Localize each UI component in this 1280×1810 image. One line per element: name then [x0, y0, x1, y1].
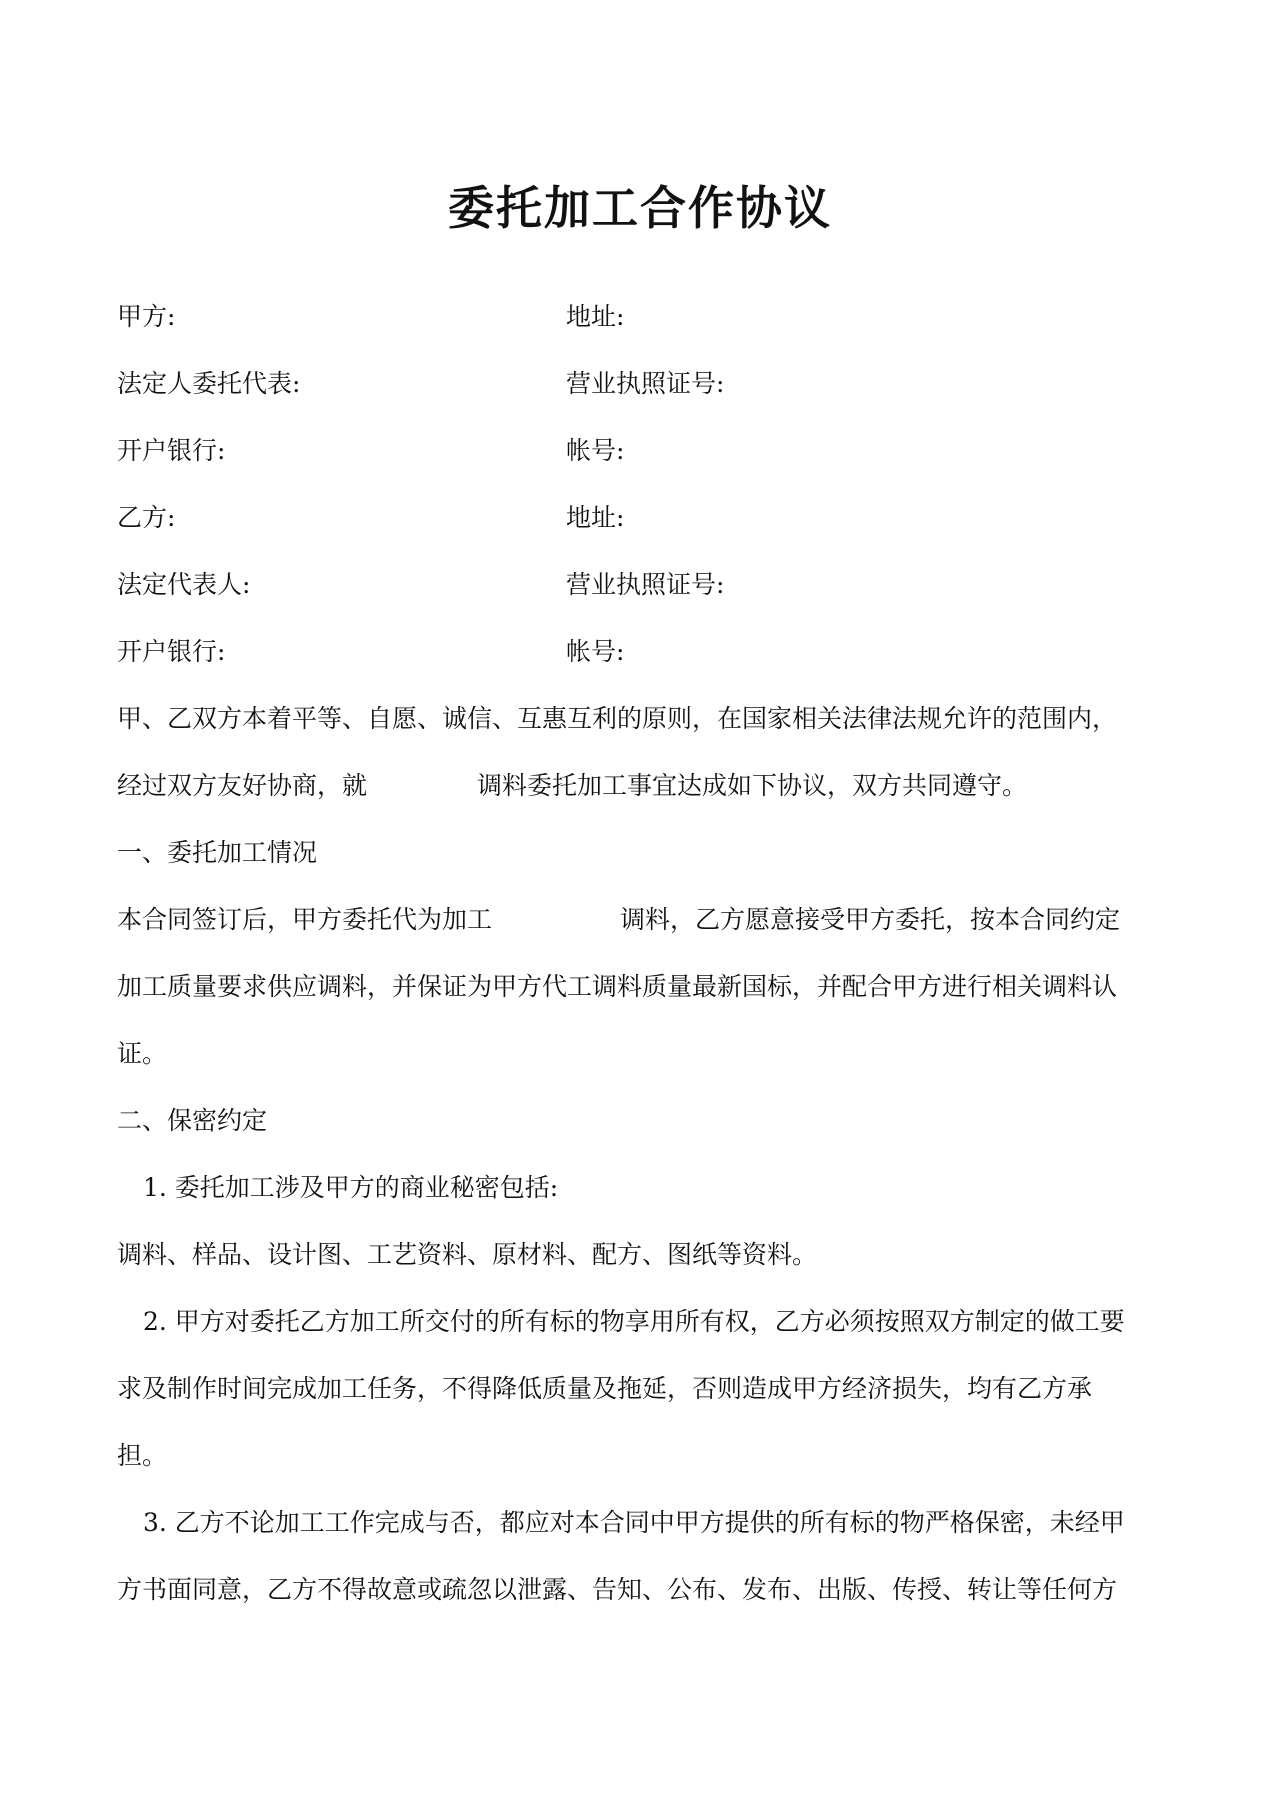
section-1-line-2: 加工质量要求供应调料，并保证为甲方代工调料质量最新国标，并配合甲方进行相关调料认 [117, 972, 1118, 1001]
party-b-address-label: 地址: [566, 503, 625, 532]
party-a-bank-label: 开户银行: [117, 436, 226, 465]
document-title: 委托加工合作协议 [448, 181, 832, 235]
section-1-heading: 一、委托加工情况 [117, 838, 318, 867]
section-2-item-1: 1. 委托加工涉及甲方的商业秘密包括: [143, 1173, 559, 1202]
preamble-line-2 [117, 769, 1027, 803]
preamble-line-2-end: 调料委托加工事宜达成如下协议，双方共同遵守。 [477, 771, 1028, 800]
party-b-license-label: 营业执照证号: [566, 570, 725, 599]
section-1-line-1-end: 调料，乙方愿意接受甲方委托，按本合同约定 [620, 905, 1121, 934]
section-2-item-2-line-3: 担。 [117, 1441, 168, 1470]
party-a-label: 甲方: [117, 302, 176, 331]
party-b-account-label: 帐号: [566, 637, 625, 666]
section-2-item-1-detail: 调料、样品、设计图、工艺资料、原材料、配方、图纸等资料。 [117, 1240, 818, 1269]
section-1-line-3: 证。 [117, 1039, 168, 1068]
party-b-label: 乙方: [117, 503, 176, 532]
preamble-line-1: 甲、乙双方本着平等、自愿、诚信、互惠互利的原则，在国家相关法律法规允许的范围内， [117, 704, 1118, 733]
section-2-item-3-line-1: 3. 乙方不论加工工作完成与否，都应对本合同中甲方提供的所有标的物严格保密，未经甲 [143, 1508, 1125, 1537]
party-a-representative-label: 法定人委托代表: [117, 369, 301, 398]
party-a-license-label: 营业执照证号: [566, 369, 725, 398]
section-1-line-1-start: 本合同签订后，甲方委托代为加工 [117, 905, 493, 934]
party-a-account-label: 帐号: [566, 436, 625, 465]
party-b-bank-label: 开户银行: [117, 637, 226, 666]
section-2-heading: 二、保密约定 [117, 1106, 268, 1135]
preamble-line-2-start: 经过双方友好协商，就 [117, 771, 368, 800]
section-1-line-1 [117, 903, 1120, 937]
section-2-item-2-line-1: 2. 甲方对委托乙方加工所交付的所有标的物享用所有权，乙方必须按照双方制定的做工要 [143, 1307, 1125, 1336]
section-2-item-2-line-2: 求及制作时间完成加工任务，不得降低质量及拖延，否则造成甲方经济损失，均有乙方承 [117, 1374, 1093, 1403]
section-2-item-3-line-2: 方书面同意，乙方不得故意或疏忽以泄露、告知、公布、发布、出版、传授、转让等任何方 [117, 1575, 1118, 1604]
party-a-address-label: 地址: [566, 302, 625, 331]
party-b-representative-label: 法定代表人: [117, 570, 251, 599]
